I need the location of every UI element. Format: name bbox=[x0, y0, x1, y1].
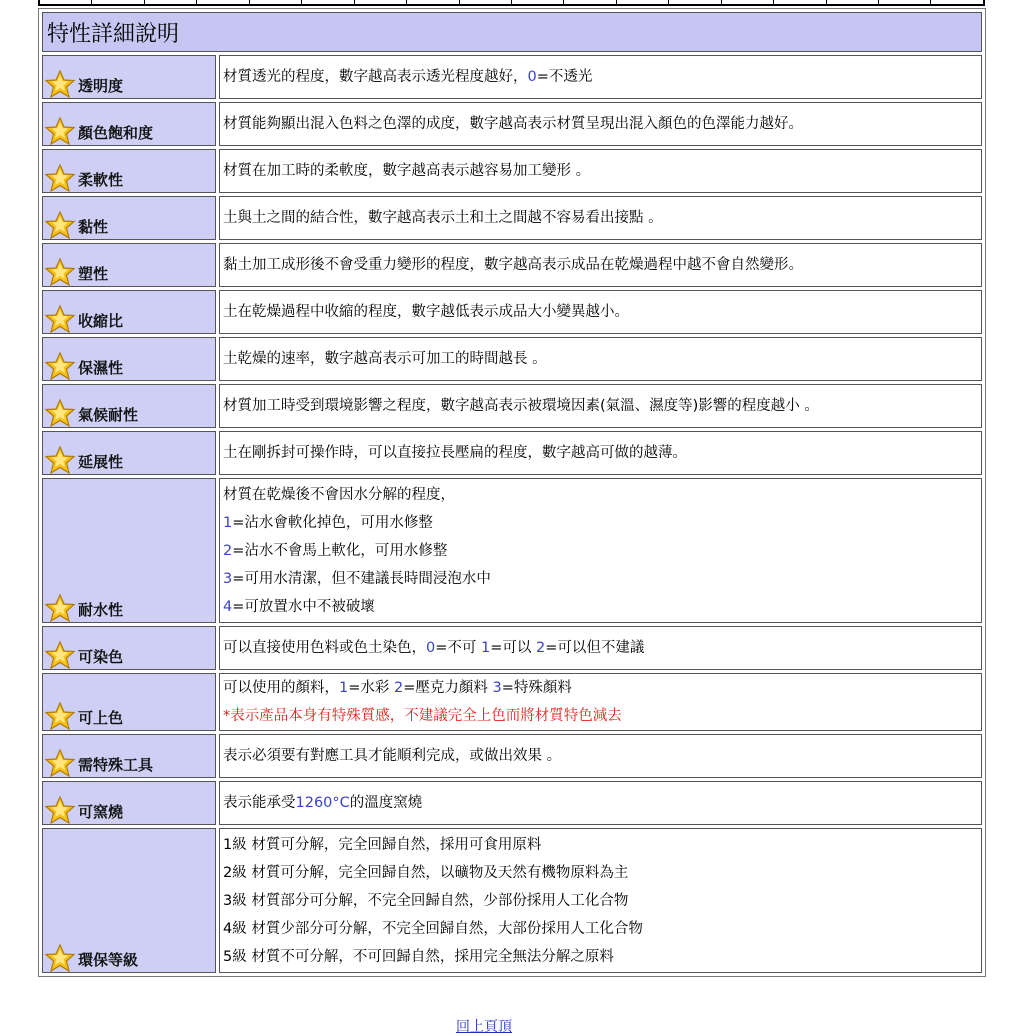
property-description bbox=[219, 673, 982, 731]
description-text: 的溫度窯燒 bbox=[349, 795, 423, 811]
description-text: =可放置水中不被破壞 bbox=[232, 598, 375, 615]
value-number: 3 bbox=[492, 680, 502, 696]
table-row bbox=[42, 102, 982, 146]
table-row bbox=[42, 673, 982, 731]
property-label: 耐水性 bbox=[78, 601, 124, 619]
description-text: =可以但不建議 bbox=[545, 640, 645, 656]
description-line bbox=[223, 157, 978, 185]
description-text: =可以 bbox=[490, 640, 536, 656]
value-number: 1 bbox=[223, 514, 233, 531]
description-text: 表示能承受 bbox=[223, 795, 296, 811]
property-label-cell bbox=[42, 102, 216, 146]
value-number: 2 bbox=[536, 640, 546, 656]
property-description bbox=[219, 734, 982, 778]
property-description bbox=[219, 384, 982, 428]
description-text: =不可 bbox=[435, 640, 481, 656]
table-row bbox=[42, 734, 982, 778]
property-description bbox=[219, 781, 982, 825]
description-line bbox=[223, 702, 978, 730]
property-label-cell bbox=[42, 290, 216, 334]
description-text: 1級 材質可分解，完全回歸自然，採用可食用原料 bbox=[223, 836, 542, 853]
description-line bbox=[223, 634, 978, 662]
description-text: =壓克力顏料 bbox=[403, 680, 493, 696]
description-line bbox=[223, 509, 978, 537]
description-text: =不透光 bbox=[536, 69, 593, 85]
property-label: 透明度 bbox=[78, 77, 124, 95]
property-label-cell bbox=[42, 828, 216, 973]
description-line bbox=[223, 593, 978, 621]
description-text: =沾水會軟化掉色，可用水修整 bbox=[232, 514, 433, 531]
property-label: 塑性 bbox=[78, 265, 109, 283]
description-text: 材質加工時受到環境影響之程度，數字越高表示被環境因素(氣溫、濕度等)影響的程度越小 。 bbox=[223, 398, 819, 414]
description-line bbox=[223, 887, 978, 915]
description-line bbox=[223, 789, 978, 817]
property-label: 黏性 bbox=[78, 218, 109, 236]
description-line bbox=[223, 345, 978, 373]
table-row bbox=[42, 781, 982, 825]
description-text: 黏土加工成形後不會受重力變形的程度，數字越高表示成品在乾燥過程中越不會自然變形。 bbox=[223, 257, 803, 273]
back-to-top-link[interactable]: 回上頁頂 bbox=[456, 1019, 512, 1035]
description-text: =特殊顏料 bbox=[501, 680, 572, 696]
star-icon bbox=[46, 446, 76, 474]
property-description bbox=[219, 431, 982, 475]
property-label-cell bbox=[42, 626, 216, 670]
description-text: 可以直接使用色料或色土染色， bbox=[223, 640, 426, 656]
property-label: 可上色 bbox=[78, 709, 124, 727]
property-description bbox=[219, 478, 982, 623]
table-row bbox=[42, 626, 982, 670]
property-label-cell bbox=[42, 734, 216, 778]
star-icon bbox=[46, 594, 76, 622]
table-row bbox=[42, 55, 982, 99]
description-line bbox=[223, 392, 978, 420]
description-line bbox=[223, 481, 978, 509]
description-line bbox=[223, 110, 978, 138]
description-line bbox=[223, 565, 978, 593]
value-number: 4 bbox=[223, 598, 233, 615]
table-row bbox=[42, 478, 982, 623]
value-number: 1 bbox=[339, 680, 349, 696]
property-label: 環保等級 bbox=[78, 951, 139, 969]
property-description bbox=[219, 828, 982, 973]
star-icon bbox=[46, 211, 76, 239]
property-label: 氣候耐性 bbox=[78, 406, 139, 424]
star-icon bbox=[46, 305, 76, 333]
property-description bbox=[219, 55, 982, 99]
property-label: 柔軟性 bbox=[78, 171, 124, 189]
star-icon bbox=[46, 944, 76, 972]
description-line bbox=[223, 63, 978, 91]
description-text: =可用水清潔，但不建議長時間浸泡水中 bbox=[232, 570, 491, 587]
property-label: 可染色 bbox=[78, 648, 124, 666]
property-label-cell bbox=[42, 337, 216, 381]
value-number: 1 bbox=[481, 640, 491, 656]
table-row bbox=[42, 290, 982, 334]
property-label-cell bbox=[42, 384, 216, 428]
property-label-cell bbox=[42, 196, 216, 240]
property-label-cell bbox=[42, 781, 216, 825]
description-line bbox=[223, 439, 978, 467]
property-label: 收縮比 bbox=[78, 312, 124, 330]
property-label: 延展性 bbox=[78, 453, 124, 471]
description-text: 可以使用的顏料， bbox=[223, 680, 339, 696]
property-description bbox=[219, 243, 982, 287]
property-description bbox=[219, 337, 982, 381]
property-label-cell bbox=[42, 431, 216, 475]
table-row bbox=[42, 196, 982, 240]
star-icon bbox=[46, 399, 76, 427]
star-icon bbox=[46, 164, 76, 192]
description-text: 土在乾燥過程中收縮的程度，數字越低表示成品大小變異越小。 bbox=[223, 304, 629, 320]
value-number: 2 bbox=[394, 680, 404, 696]
description-line bbox=[223, 537, 978, 565]
description-text: 土在剛拆封可操作時，可以直接拉長壓扁的程度，數字越高可做的越薄。 bbox=[223, 445, 687, 461]
value-number: 2 bbox=[223, 542, 233, 559]
description-line bbox=[223, 298, 978, 326]
star-icon bbox=[46, 258, 76, 286]
star-icon bbox=[46, 352, 76, 380]
description-text: 材質透光的程度，數字越高表示透光程度越好， bbox=[223, 69, 528, 85]
property-description bbox=[219, 102, 982, 146]
description-text: =水彩 bbox=[348, 680, 394, 696]
star-icon bbox=[46, 117, 76, 145]
description-text: 2級 材質可分解，完全回歸自然，以礦物及天然有機物原料為主 bbox=[223, 864, 629, 881]
property-label-cell bbox=[42, 478, 216, 623]
description-line bbox=[223, 204, 978, 232]
star-icon bbox=[46, 641, 76, 669]
table-title: 特性詳細說明 bbox=[42, 12, 982, 52]
star-icon bbox=[46, 796, 76, 824]
table-row bbox=[42, 149, 982, 193]
property-label: 需特殊工具 bbox=[78, 756, 154, 774]
description-text: 土乾燥的速率，數字越高表示可加工的時間越長 。 bbox=[223, 351, 547, 367]
value-number: 3 bbox=[223, 570, 233, 587]
description-line bbox=[223, 915, 978, 943]
description-line bbox=[223, 943, 978, 971]
property-label: 保濕性 bbox=[78, 359, 124, 377]
property-table bbox=[38, 8, 986, 977]
property-label-cell bbox=[42, 673, 216, 731]
description-line bbox=[223, 742, 978, 770]
description-text: 表示必須要有對應工具才能順利完成，或做出效果 。 bbox=[223, 748, 562, 764]
property-description bbox=[219, 290, 982, 334]
property-label-cell bbox=[42, 149, 216, 193]
star-icon bbox=[46, 702, 76, 730]
value-number: 0 bbox=[527, 69, 537, 85]
description-line bbox=[223, 251, 978, 279]
description-text: 材質在乾燥後不會因水分解的程度， bbox=[223, 486, 455, 503]
table-row bbox=[42, 243, 982, 287]
description-text: 材質在加工時的柔軟度，數字越高表示越容易加工變形 。 bbox=[223, 163, 591, 179]
top-table-edge bbox=[38, 0, 985, 6]
description-line bbox=[223, 859, 978, 887]
description-text: 材質能夠顯出混入色料之色澤的成度，數字越高表示材質呈現出混入顏色的色澤能力越好。 bbox=[223, 116, 803, 132]
property-label: 可窯燒 bbox=[78, 803, 124, 821]
property-label-cell bbox=[42, 243, 216, 287]
description-text: 4級 材質少部分可分解，不完全回歸自然，大部份採用人工化合物 bbox=[223, 920, 643, 937]
table-row bbox=[42, 337, 982, 381]
description-text: 3級 材質部分可分解，不完全回歸自然，少部份採用人工化合物 bbox=[223, 892, 629, 909]
description-line bbox=[223, 674, 978, 702]
table-row bbox=[42, 431, 982, 475]
property-label-cell bbox=[42, 55, 216, 99]
warning-note: *表示產品本身有特殊質感，不建議完全上色而將材質特色減去 bbox=[223, 708, 622, 724]
table-row bbox=[42, 828, 982, 973]
description-line bbox=[223, 831, 978, 859]
star-icon bbox=[46, 749, 76, 777]
description-text: 土與土之間的結合性，數字越高表示土和土之間越不容易看出接點 。 bbox=[223, 210, 663, 226]
property-description bbox=[219, 196, 982, 240]
property-description bbox=[219, 626, 982, 670]
value-number: 1260°C bbox=[295, 795, 350, 811]
property-description bbox=[219, 149, 982, 193]
property-label: 顏色飽和度 bbox=[78, 124, 154, 142]
description-text: 5級 材質不可分解，不可回歸自然，採用完全無法分解之原料 bbox=[223, 948, 614, 965]
table-row bbox=[42, 384, 982, 428]
value-number: 0 bbox=[426, 640, 436, 656]
description-text: =沾水不會馬上軟化，可用水修整 bbox=[232, 542, 448, 559]
star-icon bbox=[46, 70, 76, 98]
